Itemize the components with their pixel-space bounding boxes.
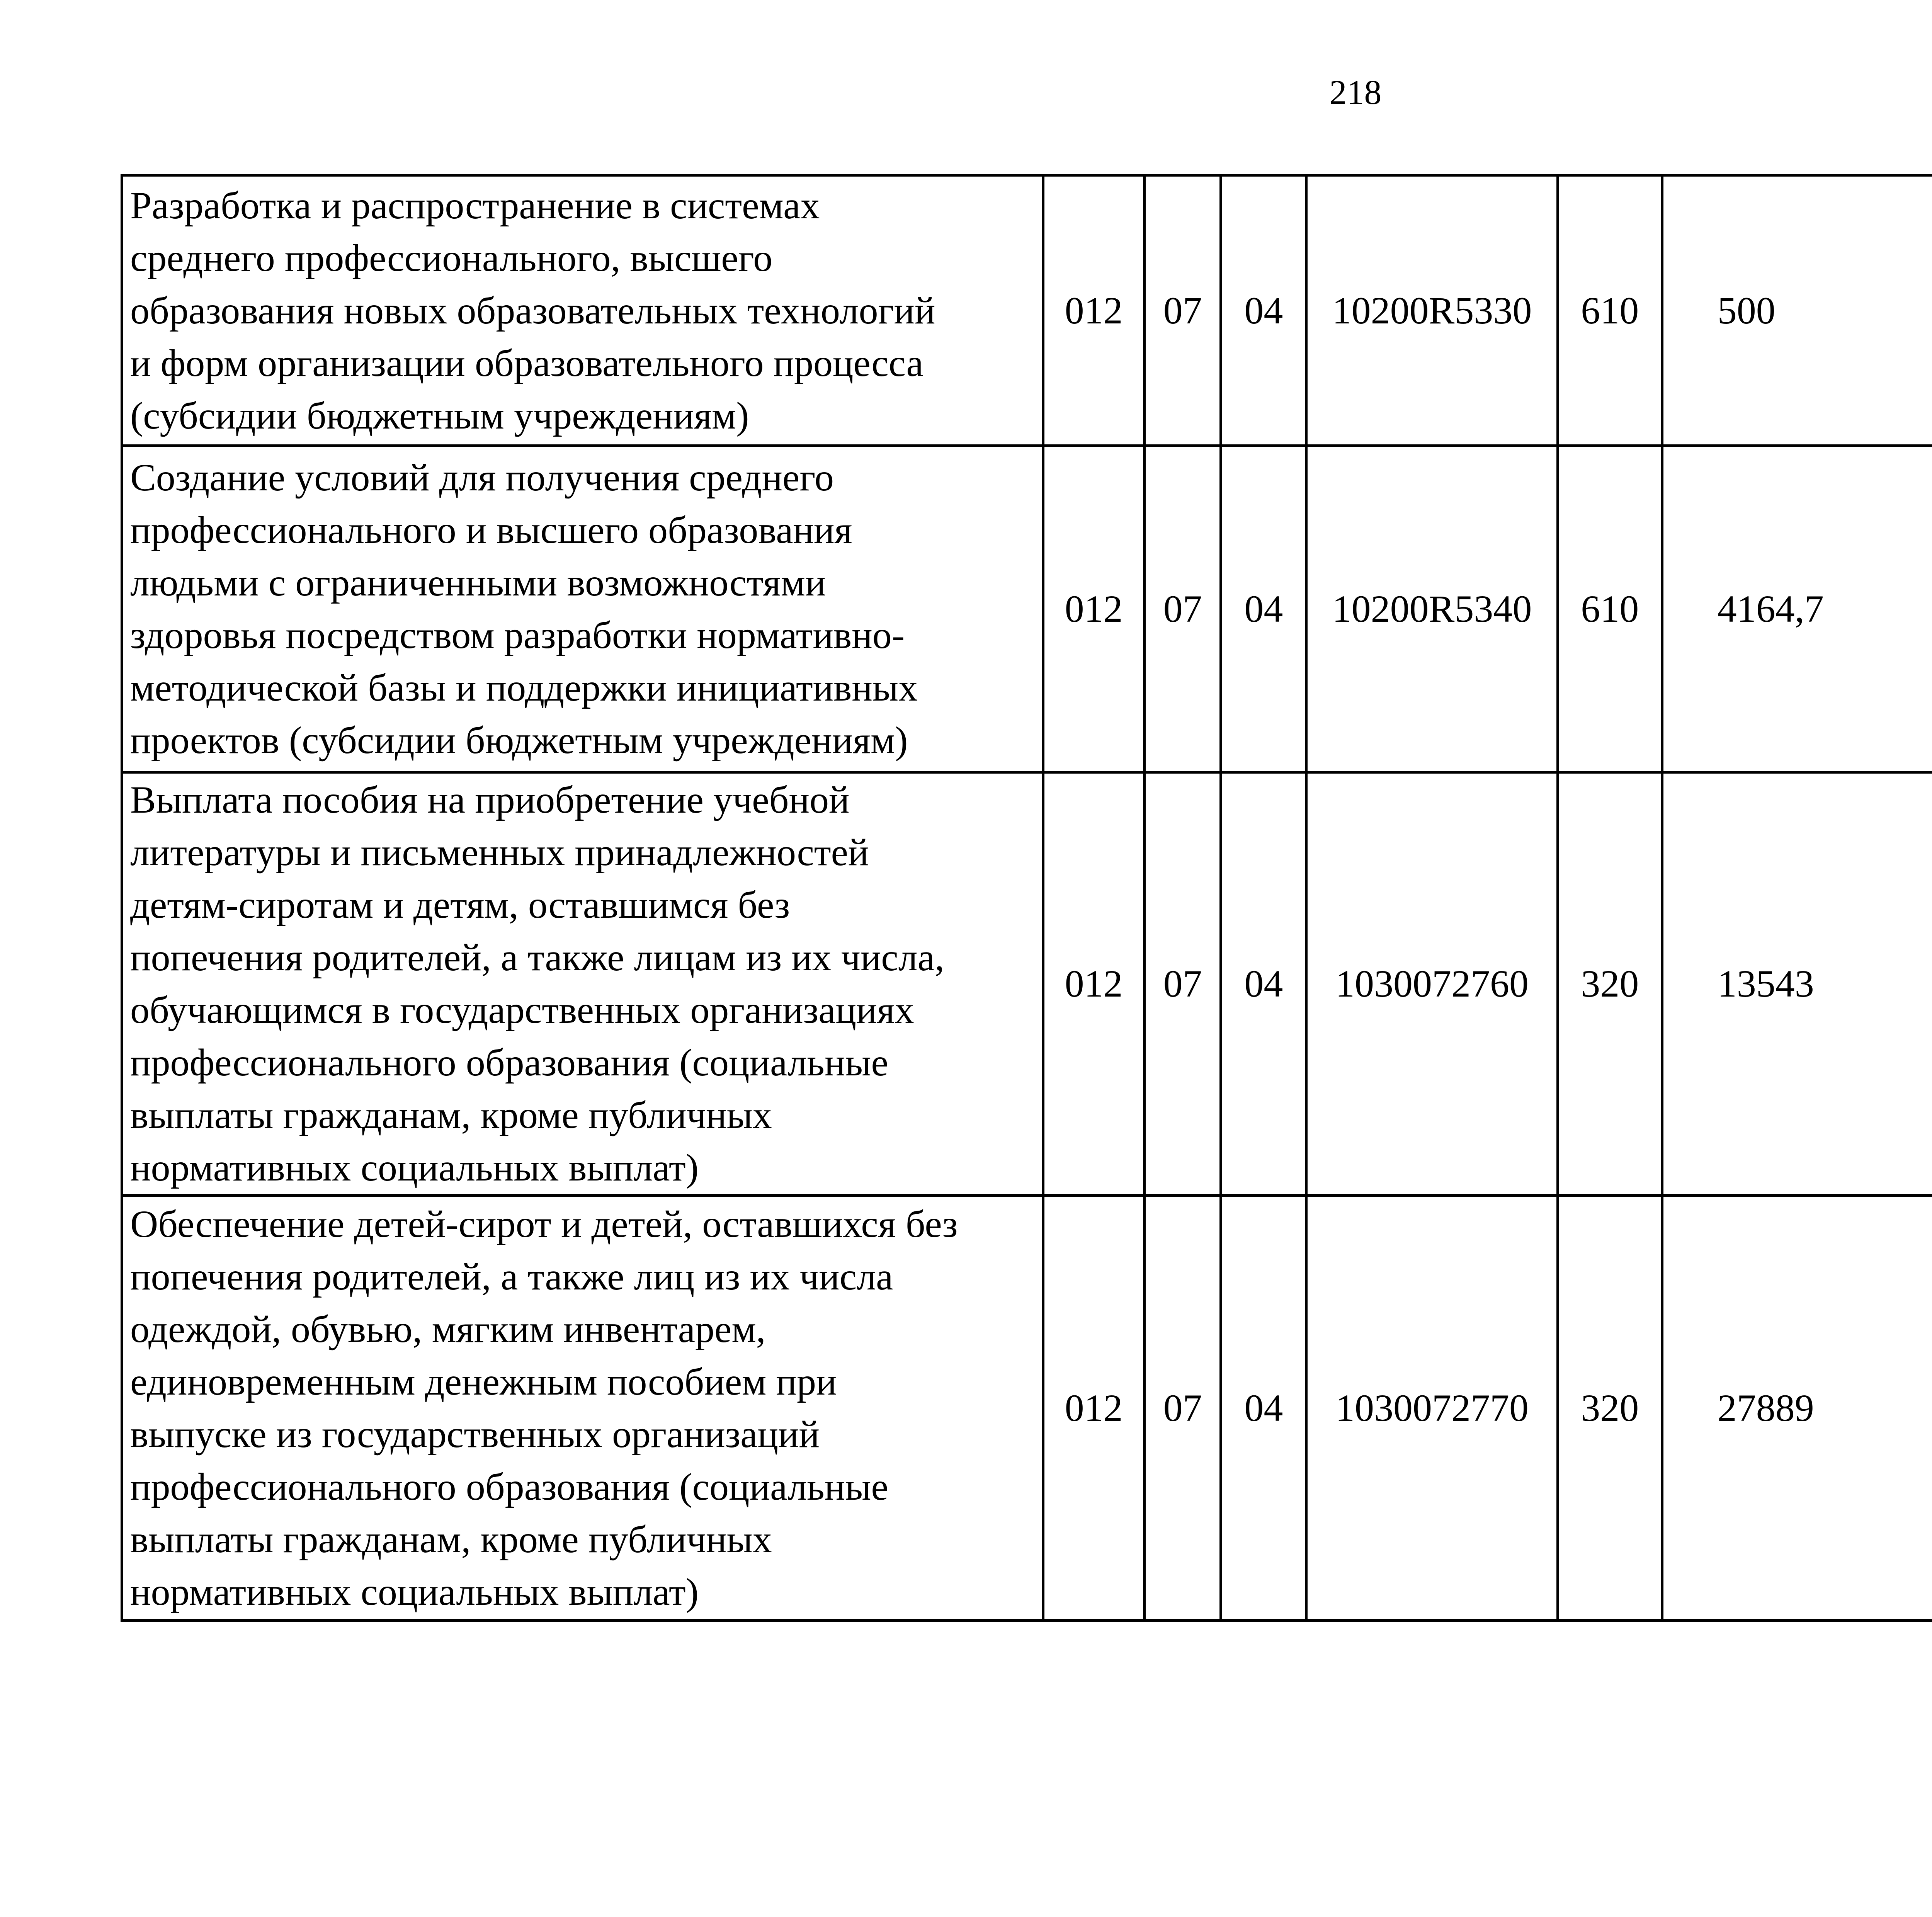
description-line: одеждой, обувью, мягким инвентарем, [130,1307,766,1351]
amount-year-1: 13543 [1662,772,1932,1196]
expense-description [122,772,1043,1196]
description-line: Обеспечение детей-сирот и детей, оставшихся без [130,1202,958,1245]
subsection-code: 04 [1221,1196,1306,1621]
table-row [122,772,1932,1196]
subsection-code: 04 [1221,446,1306,772]
grbs-code: 012 [1043,175,1145,446]
description-line: и форм организации образовательного процесса [130,341,923,384]
expense-description [122,446,1043,772]
description-line: литературы и письменных принадлежностей [130,831,869,874]
amount-year-1: 27889 [1662,1196,1932,1621]
description-line: проектов (субсидии бюджетным учреждениям) [130,719,908,762]
description-line: попечения родителей, а также лицам из их числа, [130,936,945,979]
description-line: нормативных социальных выплат) [130,1570,699,1613]
description-line: выплаты гражданам, кроме публичных [130,1517,772,1561]
description-line: попечения родителей, а также лиц из их числа [130,1255,893,1298]
table-body [122,175,1932,1621]
description-line: (субсидии бюджетным учреждениям) [130,394,749,437]
amount-year-1: 4164,7 [1662,446,1932,772]
expense-type-code: 610 [1558,175,1662,446]
description-line: Выплата пособия на приобретение учебной [130,778,850,821]
description-line: методической базы и поддержки инициативных [130,666,918,709]
description-line: единовременным денежным пособием при [130,1360,837,1403]
description-line: выпуске из государственных организаций [130,1412,820,1456]
amount-year-1: 500 [1662,175,1932,446]
section-code: 07 [1145,1196,1221,1621]
grbs-code: 012 [1043,1196,1145,1621]
table-row [122,446,1932,772]
target-article-code: 10200R5330 [1306,175,1558,446]
target-article-code: 10200R5340 [1306,446,1558,772]
grbs-code: 012 [1043,446,1145,772]
subsection-code: 04 [1221,175,1306,446]
section-code: 07 [1145,446,1221,772]
expense-type-code: 320 [1558,1196,1662,1621]
description-line: Разработка и распространение в системах [130,184,820,227]
description-line: детям-сиротам и детям, оставшимся без [130,883,790,926]
description-line: среднего профессионального, высшего [130,236,773,279]
description-line: профессионального и высшего образования [130,509,852,551]
expense-type-code: 320 [1558,772,1662,1196]
table-row [122,1196,1932,1621]
description-line: нормативных социальных выплат) [130,1146,699,1189]
expense-type-code: 610 [1558,446,1662,772]
page-number: 218 [1329,73,1382,112]
grbs-code: 012 [1043,772,1145,1196]
target-article-code: 1030072770 [1306,1196,1558,1621]
expense-description [122,175,1043,446]
description-line: образования новых образовательных технологий [130,289,935,332]
expense-description [122,1196,1043,1621]
subsection-code: 04 [1221,772,1306,1196]
description-line: выплаты гражданам, кроме публичных [130,1094,772,1136]
description-line: Создание условий для получения среднего [130,456,834,499]
section-code: 07 [1145,175,1221,446]
description-line: людьми с ограниченными возможностями [130,561,826,604]
budget-table [121,174,1932,1622]
description-line: здоровья посредством разработки нормативно- [130,614,905,657]
section-code: 07 [1145,772,1221,1196]
table-row [122,175,1932,446]
description-line: профессионального образования (социальные [130,1465,888,1508]
target-article-code: 1030072760 [1306,772,1558,1196]
description-line: профессионального образования (социальные [130,1041,888,1084]
description-line: обучающимся в государственных организациях [130,988,914,1031]
